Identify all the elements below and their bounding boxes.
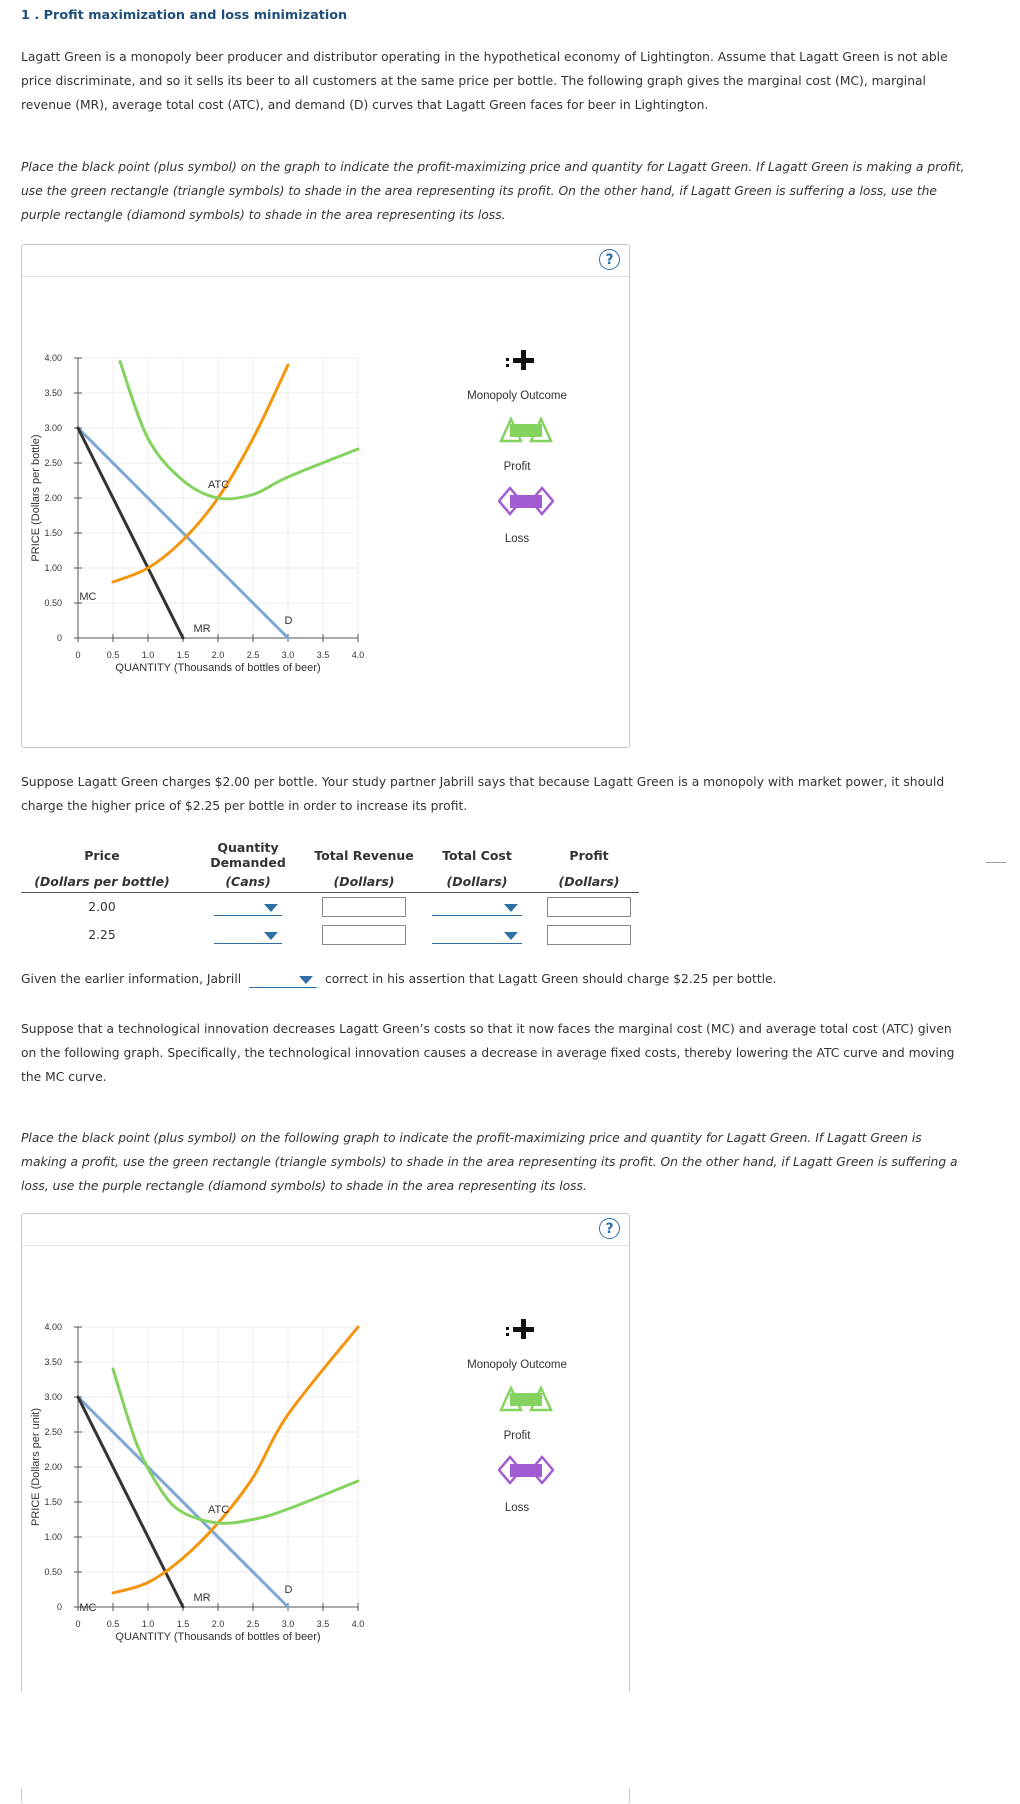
jabrill-sentence: Given the earlier information, Jabrill correct in his assertion that Lagatt Green should charge $2.25 per bottle. [21, 972, 777, 986]
y-tick-label: 1.00 [44, 1532, 62, 1542]
monopoly-outcome-label: Monopoly Outcome [467, 1359, 567, 1371]
loss-label: Loss [504, 533, 530, 545]
instruction-2: Place the black point (plus symbol) on the following graph to indicate the profit-maximizing price and quantity for Lagatt Green. If Lagatt Green is making a profit, use the green rectangle (triangle symbols) to shade in the area representing its profit. On the other hand, if Lagatt Green is suffering a loss, use the purple rectangle (diamond symbols) to shade in the area representing its loss. [21, 1131, 958, 1193]
y-axis-label: PRICE (Dollars per bottle) [30, 434, 42, 562]
y-tick-label: 3.00 [44, 1392, 62, 1402]
intro-paragraph: Lagatt Green is a monopoly beer producer and distributor operating in the hypothetical economy of Lightington. Assume that Lagatt Green is not able price discriminate, and so it sells its beer to all customers at the same price per bottle. The following graph gives the marginal cost (MC), marginal revenue (MR), average total cost (ATC), and demand (D) curves that Lagatt Green faces for beer in Lightington. [21, 50, 948, 112]
y-tick-label: 3.50 [44, 1357, 62, 1367]
y-tick-label: 2.00 [44, 493, 62, 503]
y-tick-label: 4.00 [44, 353, 62, 363]
x-axis-label: QUANTITY (Thousands of bottles of beer) [115, 662, 321, 674]
x-tick-label: 4.0 [351, 650, 365, 660]
y-tick-label: 1.00 [44, 563, 62, 573]
y-tick-label: 1.50 [44, 528, 62, 538]
mr-curve-label: MR [193, 623, 211, 635]
d-curve-label: D [284, 615, 293, 627]
scroll-indicator [986, 862, 1006, 863]
subheader-quantity: (Cans) [183, 870, 313, 893]
y-tick-label: 4.00 [44, 1322, 62, 1332]
mc-curve-label: MC [79, 591, 97, 603]
subheader-profit: (Dollars) [539, 870, 639, 893]
x-tick-label: 2.0 [211, 650, 225, 660]
chevron-down-icon [299, 976, 313, 984]
header-price: Price [84, 847, 120, 863]
y-tick-label: 0.50 [44, 1567, 62, 1577]
total-cost-dropdown[interactable] [432, 927, 522, 944]
mc-curve-label: MC [79, 1602, 97, 1614]
x-tick-label: 3.0 [281, 1619, 295, 1629]
chevron-down-icon [264, 904, 278, 912]
help-icon[interactable]: ? [599, 1218, 620, 1239]
question-title: 1 . Profit maximization and loss minimization [21, 8, 348, 23]
total-revenue-input[interactable] [322, 897, 406, 917]
price-cell: 2.00 [88, 900, 116, 914]
loss-rectangle-icon[interactable] [498, 1455, 554, 1485]
loss-label: Loss [504, 1502, 530, 1514]
chevron-down-icon [504, 932, 518, 940]
x-tick-label: 3.0 [281, 650, 295, 660]
x-tick-label: 1.0 [141, 650, 155, 660]
table-row [21, 921, 639, 949]
y-tick-label: 2.50 [44, 1427, 62, 1437]
mr-curve-label: MR [193, 1592, 211, 1604]
header-profit: Profit [569, 847, 609, 863]
y-tick-label: 3.00 [44, 423, 62, 433]
graph-panel-1 [21, 244, 630, 748]
table-row [21, 893, 639, 922]
y-tick-label: 1.50 [44, 1497, 62, 1507]
total-revenue-input[interactable] [322, 925, 406, 945]
header-total-revenue: Total Revenue [314, 847, 414, 863]
innovation-paragraph: Suppose that a technological innovation decreases Lagatt Green’s costs so that it now faces the marginal cost (MC) and average total cost (ATC) given on the following graph. Specifically, the technological innovation causes a decrease in average fixed costs, thereby lowering the ATC curve and moving the MC curve. [21, 1022, 955, 1084]
quantity-dropdown[interactable] [214, 899, 282, 916]
atc-curve-label: ATC [208, 479, 230, 491]
loss-rectangle-icon[interactable] [498, 486, 554, 516]
x-tick-label: 0.5 [106, 1619, 120, 1629]
subheader-price: (Dollars per bottle) [21, 870, 183, 893]
atc-curve [120, 362, 358, 499]
scenario-paragraph: Suppose Lagatt Green charges $2.00 per bottle. Your study partner Jabrill says that because Lagatt Green is a monopoly with market power, it should charge the higher price of $2.25 per bottle in order to increase its profit. [21, 775, 945, 813]
x-tick-label: 3.5 [316, 1619, 330, 1629]
profit-input[interactable] [547, 925, 631, 945]
chevron-down-icon [264, 932, 278, 940]
profit-label: Profit [503, 1430, 531, 1442]
header-total-cost: Total Cost [442, 847, 512, 863]
monopoly-outcome-plus-icon[interactable] [504, 1316, 534, 1342]
total-cost-dropdown[interactable] [432, 899, 522, 916]
help-icon[interactable]: ? [599, 249, 620, 270]
y-tick-label: 0.50 [44, 598, 62, 608]
d-curve-label: D [284, 1584, 293, 1596]
y-tick-label: 2.00 [44, 1462, 62, 1472]
y-tick-label: 2.50 [44, 458, 62, 468]
monopoly-outcome-label: Monopoly Outcome [467, 390, 567, 402]
y-tick-label: 0 [56, 1602, 62, 1612]
atc-curve-label: ATC [208, 1504, 230, 1516]
subheader-total-cost: (Dollars) [415, 870, 539, 893]
profit-label: Profit [503, 461, 531, 473]
price-comparison-table [21, 840, 639, 949]
chevron-down-icon [504, 904, 518, 912]
y-tick-label: 3.50 [44, 388, 62, 398]
x-tick-label: 0 [75, 650, 81, 660]
y-axis-label: PRICE (Dollars per unit) [30, 1408, 42, 1526]
x-tick-label: 4.0 [351, 1619, 365, 1629]
x-tick-label: 2.5 [246, 1619, 260, 1629]
quantity-dropdown[interactable] [214, 927, 282, 944]
x-tick-label: 3.5 [316, 650, 330, 660]
x-tick-label: 2.0 [211, 1619, 225, 1629]
profit-rectangle-icon[interactable] [498, 415, 554, 443]
profit-rectangle-icon[interactable] [498, 1384, 554, 1412]
profit-input[interactable] [547, 897, 631, 917]
x-tick-label: 1.5 [176, 650, 190, 660]
x-tick-label: 0 [75, 1619, 81, 1629]
x-axis-label: QUANTITY (Thousands of bottles of beer) [115, 1631, 321, 1643]
monopoly-outcome-plus-icon[interactable] [504, 347, 534, 373]
jabrill-correct-dropdown[interactable] [249, 971, 317, 988]
price-cell: 2.25 [88, 928, 116, 942]
x-tick-label: 0.5 [106, 650, 120, 660]
x-tick-label: 1.0 [141, 1619, 155, 1629]
x-tick-label: 1.5 [176, 1619, 190, 1629]
instruction-1: Place the black point (plus symbol) on the graph to indicate the profit-maximizing price and quantity for Lagatt Green. If Lagatt Green is making a profit, use the green rectangle (triangle symbols) to shade in the area representing its profit. On the other hand, if Lagatt Green is suffering a loss, use the purple rectangle (diamond symbols) to shade in the area representing its loss. [21, 160, 965, 222]
x-tick-label: 2.5 [246, 650, 260, 660]
header-quantity: Quantity Demanded [210, 840, 286, 870]
y-tick-label: 0 [56, 633, 62, 643]
subheader-total-revenue: (Dollars) [313, 870, 415, 893]
